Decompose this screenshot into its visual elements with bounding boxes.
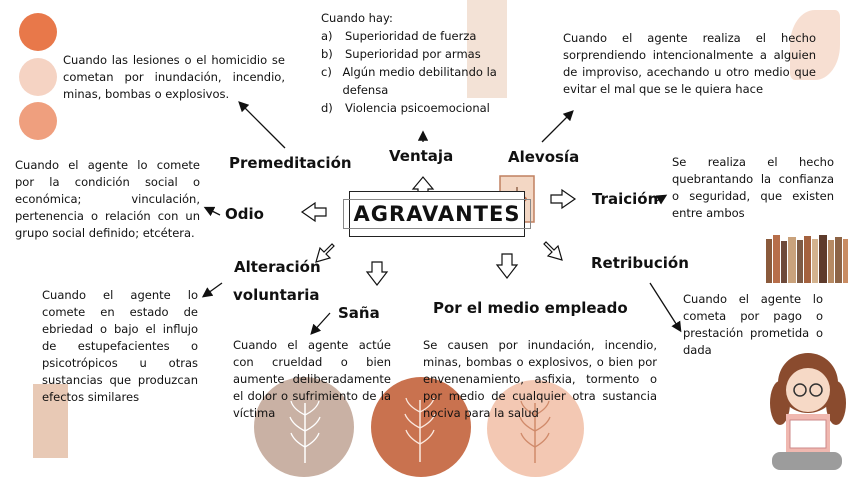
ventaja-intro: Cuando hay:: [321, 11, 393, 25]
traicion-title: Traición: [592, 190, 659, 208]
center-title-box: [349, 191, 525, 237]
premeditacion-title: Premeditación: [229, 154, 352, 172]
premeditacion-text: Cuando las lesiones o el homicidio se cometan por inundación, incendio, minas, bombas o explosivos.: [63, 53, 285, 101]
medio-title: Por el medio empleado: [433, 299, 628, 317]
medio-text: Se causen por inundación, incendio, minas, bombas o explosivos, o bien por envenenamiento, asfixia, tormento o por medio de cualquier otra sustancia nociva para la salud: [423, 338, 657, 420]
alevosia-title: Alevosía: [508, 148, 580, 166]
ventaja-title: Ventaja: [389, 147, 454, 165]
alevosia-text: Cuando el agente realiza el hecho sorprendiendo intencionalmente a alguien de improviso, acechando u otro medio que evitar el mal que se le quiera hace: [563, 31, 816, 96]
ventaja-details: [321, 9, 509, 117]
alteracion-title-line1: Alteración: [234, 258, 321, 276]
sana-title: Saña: [338, 304, 380, 322]
ventaja-item-c: c) Algún medio debilitando la defensa: [321, 65, 497, 97]
traicion-text: Se realiza el hecho quebrantando la confianza o seguridad, que existen entre ambos: [672, 155, 834, 220]
alteracion-title-line2: voluntaria: [233, 286, 320, 304]
alteracion-text: Cuando el agente lo comete en estado de ebriedad o bajo el influjo de estupefacientes o psicotrópicos u otras sustancias que produzcan efectos similares: [42, 288, 198, 404]
sana-text: Cuando el agente actúe con crueldad o bien aumente deliberadamente el dolor o sufrimiento de la víctima: [233, 338, 391, 420]
ventaja-item-a: a) Superioridad de fuerza: [321, 29, 477, 43]
ventaja-item-b: b) Superioridad por armas: [321, 47, 481, 61]
retribucion-text: Cuando el agente lo cometa por pago o prestación prometida o dada: [683, 292, 823, 357]
odio-text: Cuando el agente lo comete por la condición social o económica; vinculación, pertenencia o relación con un grupo social definido; etcétera.: [15, 158, 200, 240]
ventaja-item-d: d) Violencia psicoemocional: [321, 101, 490, 115]
odio-title: Odio: [225, 205, 264, 223]
center-title: AGRAVANTES: [343, 199, 532, 229]
retribucion-title: Retribución: [591, 254, 689, 272]
